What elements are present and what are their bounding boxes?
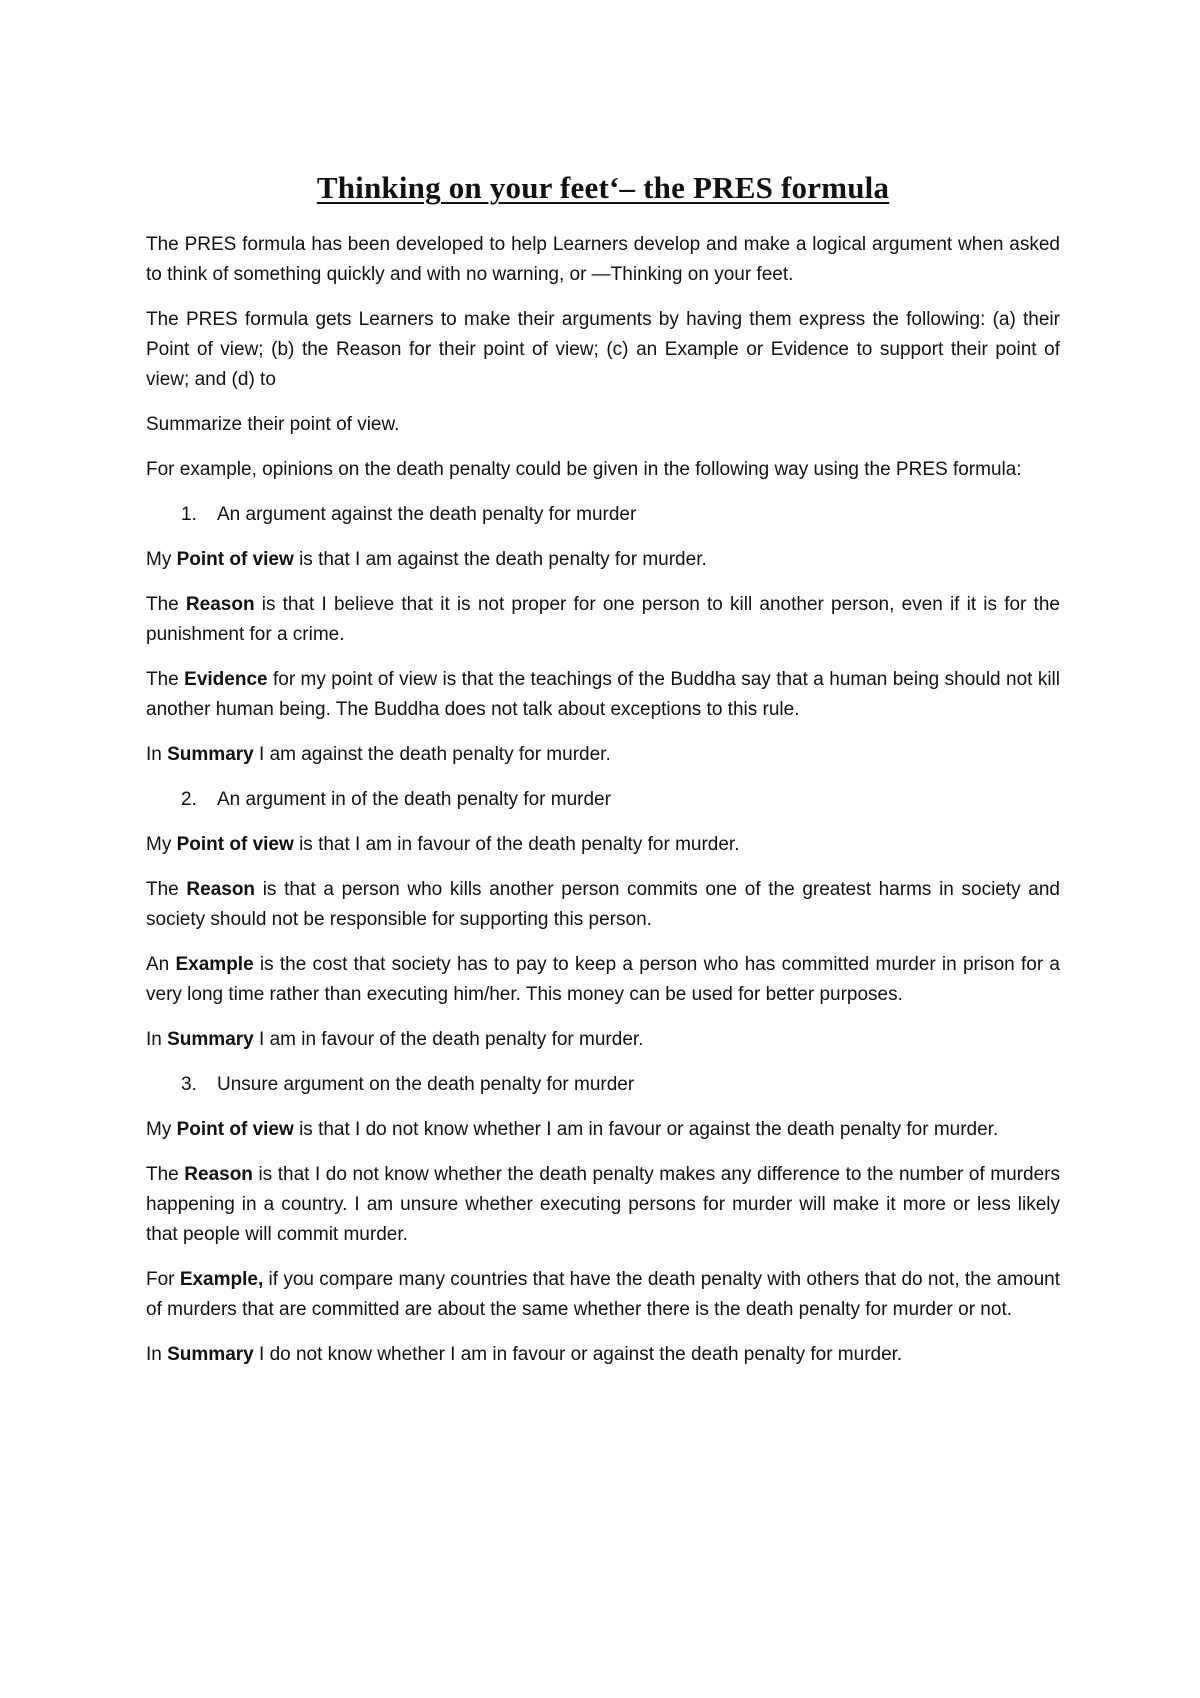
intro-paragraph-2: The PRES formula gets Learners to make their arguments by having them express the following: (a) their Point of view; (b) the Reason for their point of view; (c) an Example or Evidence to support their point of view; and (d) to [146,309,1060,390]
section-3-heading [146,1070,1060,1100]
section-2-example: An Example is the cost that society has to pay to keep a person who has committed murder in prison for a very long time rather than executing him/her. This money can be used for better purposes. [146,954,1060,1005]
intro-paragraph-3: Summarize their point of view. [146,414,400,435]
section-3-reason: The Reason is that I do not know whether the death penalty makes any difference to the number of murders happening in a country. I am unsure whether executing persons for murder will make it more or less likely that people will commit murder. [146,1164,1060,1245]
section-2-number: 2. [181,789,197,810]
section-1-point-of-view: My Point of view is that I am against the death penalty for murder. [146,549,707,570]
section-1-summary: In Summary I am against the death penalty for murder. [146,744,611,765]
document-page [146,168,1060,1385]
section-1-heading [146,500,1060,530]
section-1-reason: The Reason is that I believe that it is not proper for one person to kill another person, even if it is for the punishment for a crime. [146,594,1060,645]
section-1-heading-text: An argument against the death penalty for murder [217,504,637,525]
section-3-point-of-view: My Point of view is that I do not know whether I am in favour or against the death penalty for murder. [146,1119,999,1140]
section-3-heading-text: Unsure argument on the death penalty for murder [217,1074,635,1095]
section-3-example: For Example, if you compare many countries that have the death penalty with others that do not, the amount of murders that are committed are about the same whether there is the death penalty for murder or not. [146,1269,1061,1320]
intro-paragraph-1: The PRES formula has been developed to help Learners develop and make a logical argument when asked to think of something quickly and with no warning, or ―Thinking on your feet. [146,234,1060,285]
intro-paragraph-4: For example, opinions on the death penalty could be given in the following way using the PRES formula: [146,459,1022,480]
section-2-reason: The Reason is that a person who kills another person commits one of the greatest harms in society and society should not be responsible for supporting this person. [146,879,1060,930]
section-2-heading-text: An argument in of the death penalty for murder [217,789,611,810]
section-2-summary: In Summary I am in favour of the death penalty for murder. [146,1029,644,1050]
document-title: Thinking on your feet‘– the PRES formula [316,170,890,205]
section-2-heading [146,785,1060,815]
section-3-summary: In Summary I do not know whether I am in favour or against the death penalty for murder. [146,1344,903,1365]
section-2-point-of-view: My Point of view is that I am in favour of the death penalty for murder. [146,834,740,855]
section-3-number: 3. [181,1074,197,1095]
section-1-evidence: The Evidence for my point of view is that the teachings of the Buddha say that a human being should not kill another human being. The Buddha does not talk about exceptions to this rule. [146,669,1060,720]
section-1-number: 1. [181,504,197,525]
